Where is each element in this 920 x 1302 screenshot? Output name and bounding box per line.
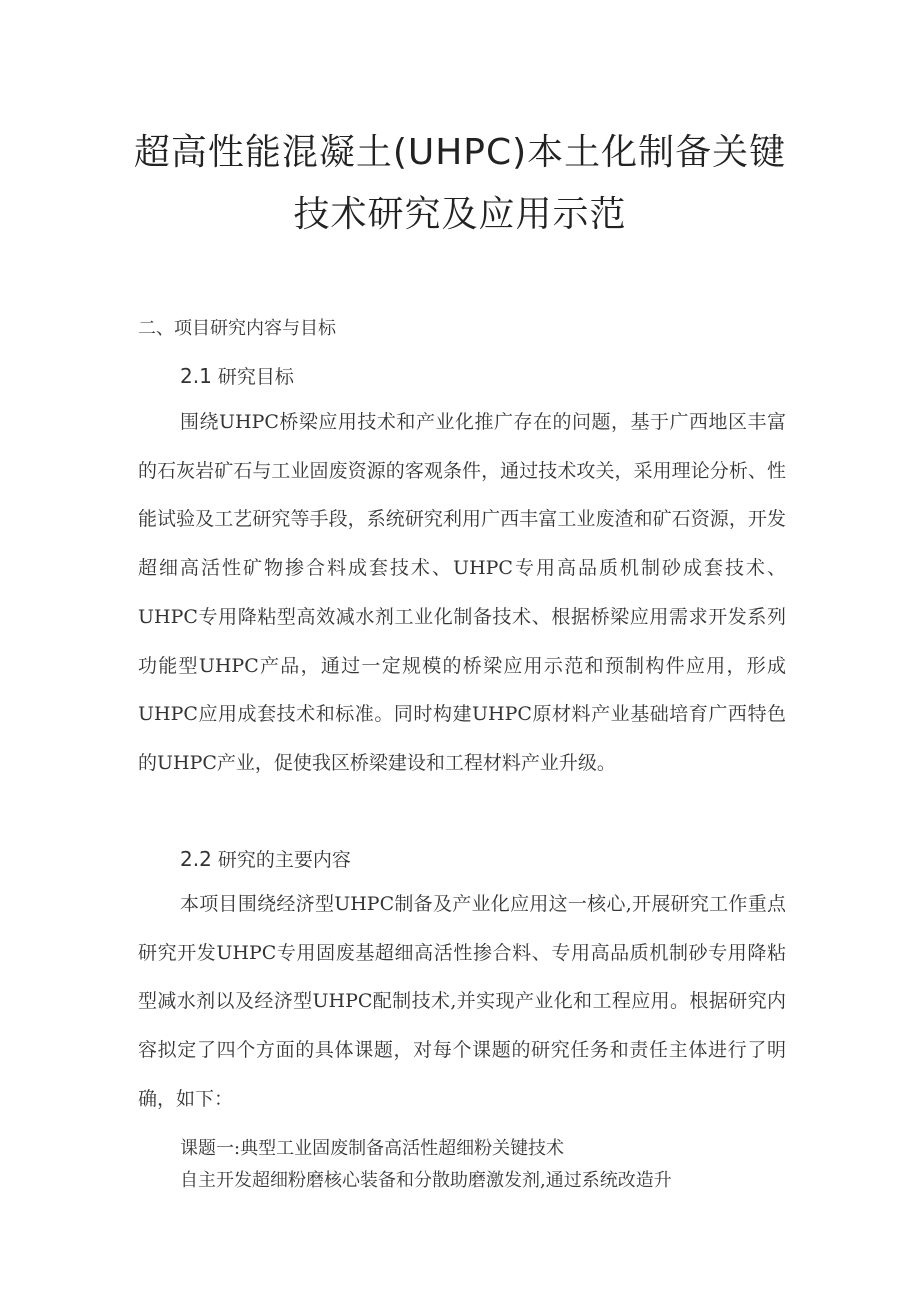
document-title-line-2: 技术研究及应用示范 xyxy=(293,194,627,235)
section-heading: 二、项目研究内容与目标 xyxy=(138,318,336,339)
subsection-heading-2-2 xyxy=(180,845,351,872)
subsection-number: 2.1 xyxy=(180,364,212,388)
paragraph-main-content: 本项目围绕经济型UHPC制备及产业化应用这一核心,开展研究工作重点研究开发UHPC专用固废基超细高活性掺合料、专用高品质机制砂专用降粘型减水剂以及经济型UHPC配制技术,并实现产业化和工程应用。根据研究内容拟定了四个方面的具体课题，对每个课题的研究任务和责任主体进行了明确，如下： xyxy=(138,893,786,1110)
topic-1-description: 自主开发超细粉磨核心装备和分散助磨激发剂,通过系统改造升 xyxy=(180,1170,672,1191)
document-title-line-1: 超高性能混凝土(UHPC)本土化制备关键 xyxy=(133,132,787,173)
topic-1-heading: 课题一:典型工业固废制备高活性超细粉关键技术 xyxy=(180,1138,565,1159)
subsection-title: 研究的主要内容 xyxy=(217,849,351,871)
subsection-number: 2.2 xyxy=(180,847,212,871)
subsection-heading-2-1 xyxy=(180,362,294,389)
paragraph-research-goals: 围绕UHPC桥梁应用技术和产业化推广存在的问题，基于广西地区丰富的石灰岩矿石与工业固废资源的客观条件，通过技术攻关，采用理论分析、性能试验及工艺研究等手段，系统研究利用广西丰富工业废渣和矿石资源，开发超细高活性矿物掺合料成套技术、UHPC专用高品质机制砂成套技术、UHPC专用降粘型高效减水剂工业化制备技术、根据桥梁应用需求开发系列功能型UHPC产品，通过一定规模的桥梁应用示范和预制构件应用，形成UHPC应用成套技术和标准。同时构建UHPC原材料产业基础培育广西特色的UHPC产业，促使我区桥梁建设和工程材料产业升级。 xyxy=(138,411,786,774)
subsection-title: 研究目标 xyxy=(217,366,294,388)
